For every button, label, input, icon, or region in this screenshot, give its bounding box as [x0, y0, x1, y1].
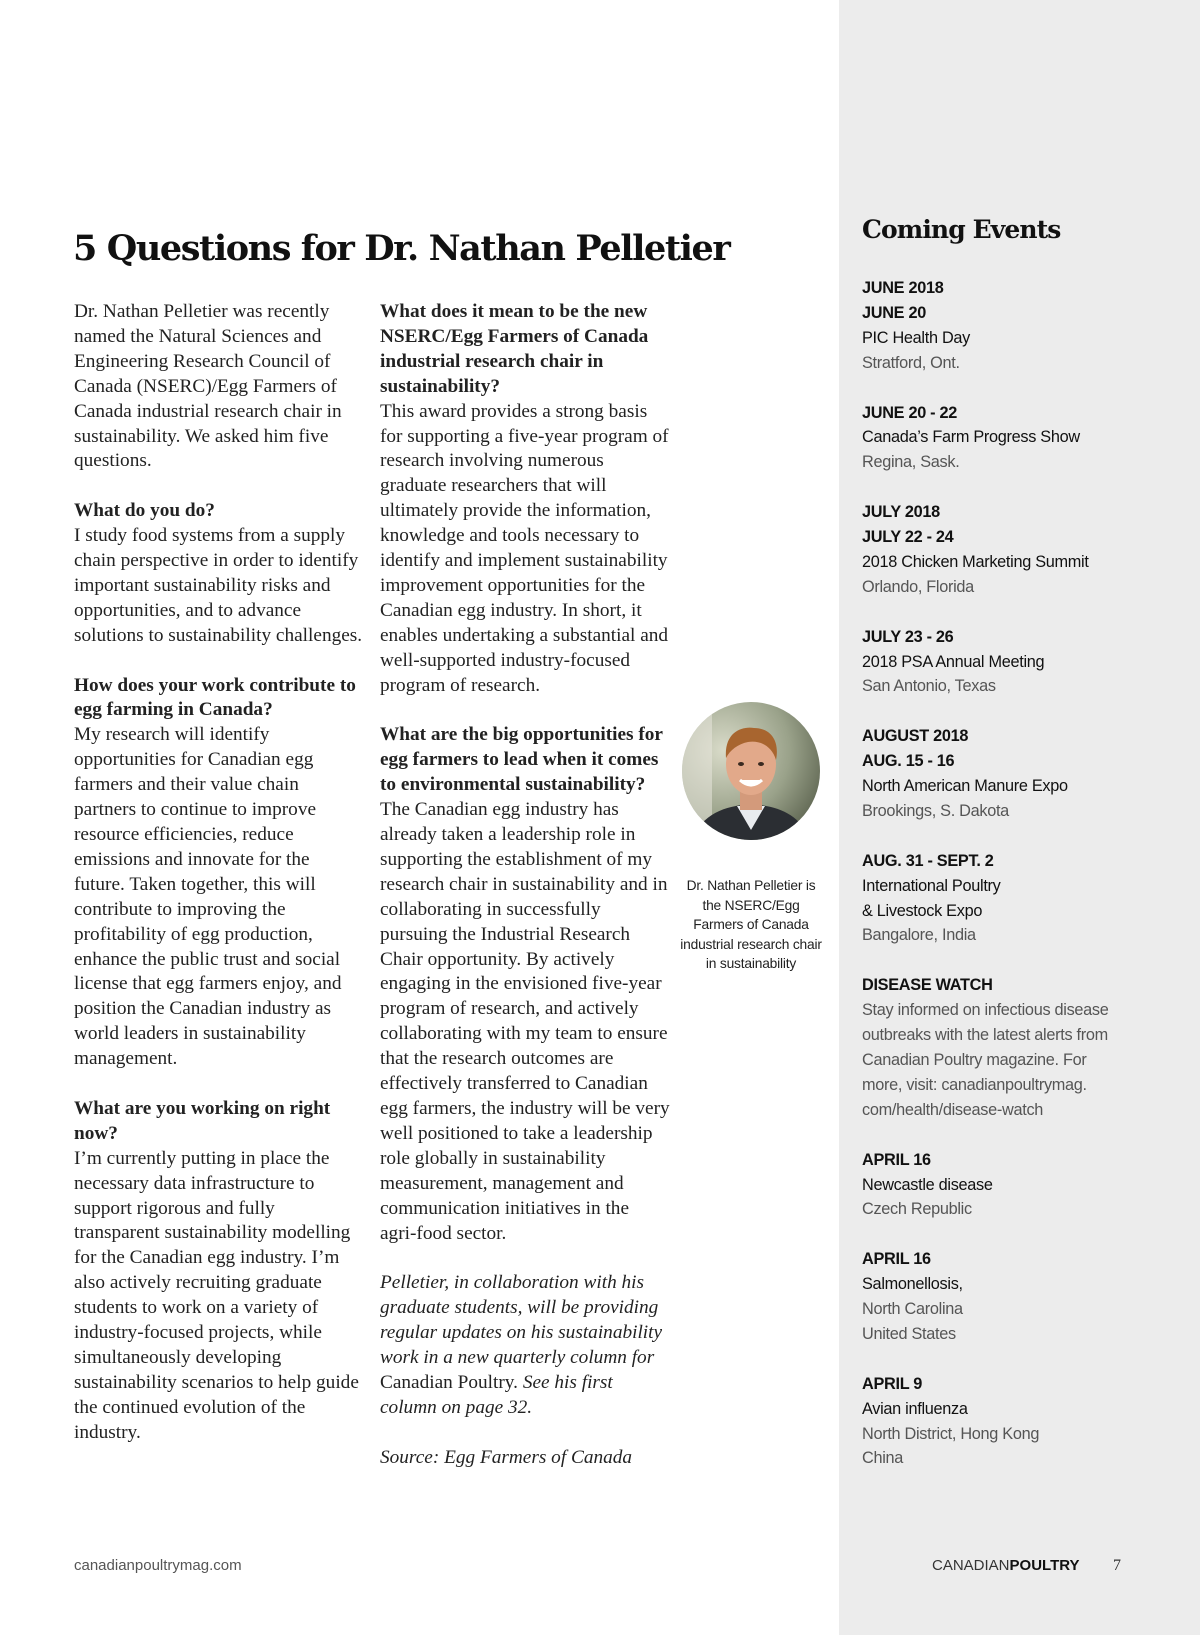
- closing-note-text: See his first column on page 32.: [380, 1371, 613, 1418]
- event-date: JUNE 2018: [862, 279, 944, 297]
- footer-website[interactable]: canadianpoultrymag.com: [74, 1557, 242, 1574]
- event-item: [862, 724, 1182, 824]
- brand-bold: POULTRY: [1009, 1557, 1080, 1574]
- brand-light: CANADIAN: [932, 1557, 1010, 1574]
- event-date: JULY 23 - 26: [862, 627, 954, 646]
- event-location: North District, Hong Kong: [862, 1424, 1040, 1443]
- answer: My research will identify opportunities for Canadian egg farmers and their value chain partners to continue to improve resource efficiencies, reduce emissions and innovate for the future. Taken together, this will contribute to improving the profitability of egg production, enhance the public trust and social license that egg farmers enjoy, and position the Canadian industry as world leaders in sustainability management.: [74, 724, 342, 1070]
- disease-watch-text: Canadian Poultry magazine. For: [862, 1051, 1087, 1069]
- event-name: North American Manure Expo: [862, 777, 1068, 796]
- event-date: APRIL 16: [862, 1250, 931, 1269]
- event-date: APRIL 16: [862, 1150, 931, 1169]
- qa-block: [380, 300, 670, 699]
- event-date: JUNE 20: [862, 303, 926, 322]
- event-date: AUG. 31 - SEPT. 2: [862, 851, 994, 870]
- disease-watch-link[interactable]: com/health/disease-watch: [862, 1100, 1044, 1119]
- event-item: [862, 1148, 1182, 1223]
- question: What does it mean to be the new NSERC/Egg Farmers of Canada industrial research chair in sustainability?: [380, 301, 649, 397]
- event-location: Stratford, Ont.: [862, 353, 960, 372]
- event-date: JULY 2018: [862, 503, 940, 522]
- question: What are you working on right now?: [74, 1097, 331, 1144]
- portrait-image: [682, 702, 820, 840]
- disease-watch-heading: DISEASE WATCH: [862, 976, 993, 995]
- answer: I study food systems from a supply chain perspective in order to identify important sustainability risks and opportunities, and to advance solutions to sustainability challenges.: [74, 525, 363, 646]
- qa-block: [380, 723, 670, 1246]
- article-column-1: [74, 300, 364, 1471]
- article-title: 5 Questions for Dr. Nathan Pelletier: [73, 228, 730, 269]
- qa-block: [74, 674, 364, 1073]
- event-location: Orlando, Florida: [862, 577, 974, 596]
- event-item: [862, 401, 1182, 476]
- event-location: Brookings, S. Dakota: [862, 801, 1009, 820]
- closing-note: [380, 1271, 670, 1420]
- event-item: [862, 1372, 1182, 1472]
- events-list: [862, 276, 1182, 1496]
- disease-watch-text: Stay informed on infectious disease: [862, 1001, 1109, 1020]
- event-item: [862, 276, 1182, 376]
- event-date: APRIL 9: [862, 1374, 923, 1393]
- qa-block: [74, 1097, 364, 1446]
- event-date: JULY 22 - 24: [862, 528, 954, 547]
- photo-caption: Dr. Nathan Pelletier is the NSERC/Egg Farmers of Canada industrial research chair in sustainability: [680, 878, 822, 972]
- event-location: Regina, Sask.: [862, 453, 960, 472]
- disease-watch-link[interactable]: more, visit: canadianpoultrymag.: [862, 1075, 1087, 1094]
- event-location: United States: [862, 1324, 956, 1343]
- event-name: Avian influenza: [862, 1399, 968, 1418]
- event-location: Bangalore, India: [862, 926, 976, 945]
- event-location: North Carolina: [862, 1300, 963, 1319]
- event-name: 2018 Chicken Marketing Summit: [862, 552, 1089, 571]
- event-location: San Antonio, Texas: [862, 677, 996, 696]
- event-date: AUGUST 2018: [862, 727, 969, 746]
- events-title: Coming Events: [862, 215, 1061, 244]
- event-date: JUNE 20 - 22: [862, 403, 958, 422]
- answer: I’m currently putting in place the necessary data infrastructure to support rigorous and fully transparent sustainability modelling for the Canadian egg industry. I’m also actively recruiting graduate students to work on a variety of industry-focused projects, while simultaneously developing sustainability scenarios to help guide the continued evolution of the industry.: [74, 1147, 359, 1443]
- disease-watch: [862, 973, 1182, 1122]
- event-item: [862, 500, 1182, 600]
- event-item: [862, 1247, 1182, 1347]
- article-intro: Dr. Nathan Pelletier was recently named the Natural Sciences and Engineering Research Council of Canada (NSERC)/Egg Farmers of Canada industrial research chair in sustainability. We asked him five questions.: [74, 301, 342, 472]
- event-name: PIC Health Day: [862, 328, 971, 347]
- event-name: Newcastle disease: [862, 1175, 993, 1194]
- event-item: [862, 849, 1182, 949]
- disease-watch-text: outbreaks with the latest alerts from: [862, 1026, 1108, 1045]
- question: What are the big opportunities for egg farmers to lead when it comes to environmental sustainability?: [380, 724, 663, 796]
- question: How does your work contribute to egg farming in Canada?: [74, 674, 356, 721]
- event-location: China: [862, 1449, 904, 1468]
- closing-note-text: Pelletier, in collaboration with his graduate students, will be providing regular updates on his sustainability work in a new quarterly column for: [380, 1272, 663, 1369]
- event-name: Canada’s Farm Progress Show: [862, 428, 1080, 447]
- answer: The Canadian egg industry has already taken a leadership role in supporting the establishment of my research chair in sustainability and in collaborating in successfully pursuing the Industrial Research Chair opportunity. By actively engaging in the envisioned five-year program of research, and actively collaborating with my team to ensure that the research outcomes are effectively transferred to Canadian egg farmers, the industry will be very well positioned to take a leadership role globally in sustainability measurement, management and communication initiatives in the agri-food sector.: [380, 799, 670, 1244]
- question: What do you do?: [74, 500, 215, 522]
- page-number: 7: [1113, 1557, 1121, 1574]
- article-source: Source: Egg Farmers of Canada: [380, 1446, 633, 1468]
- publication-name: Canadian Poultry.: [380, 1371, 518, 1393]
- author-portrait: [682, 702, 820, 840]
- event-name: 2018 PSA Annual Meeting: [862, 652, 1045, 671]
- event-date: AUG. 15 - 16: [862, 752, 955, 771]
- event-name: & Livestock Expo: [862, 901, 983, 920]
- qa-block: [74, 499, 364, 648]
- answer: This award provides a strong basis for supporting a five-year program of research involving numerous graduate researchers that will ultimately provide the information, knowledge and tools necessary to identify and implement sustainability improvement opportunities for the Canadian egg industry. In short, it enables undertaking a substantial and well-supported industry-focused program of research.: [380, 400, 669, 696]
- event-name: International Poultry: [862, 876, 1001, 895]
- event-item: [862, 625, 1182, 700]
- event-location: Czech Republic: [862, 1200, 972, 1219]
- footer-brand: [932, 1557, 1080, 1574]
- event-name: Salmonellosis,: [862, 1275, 963, 1294]
- article-column-2: [380, 300, 670, 1495]
